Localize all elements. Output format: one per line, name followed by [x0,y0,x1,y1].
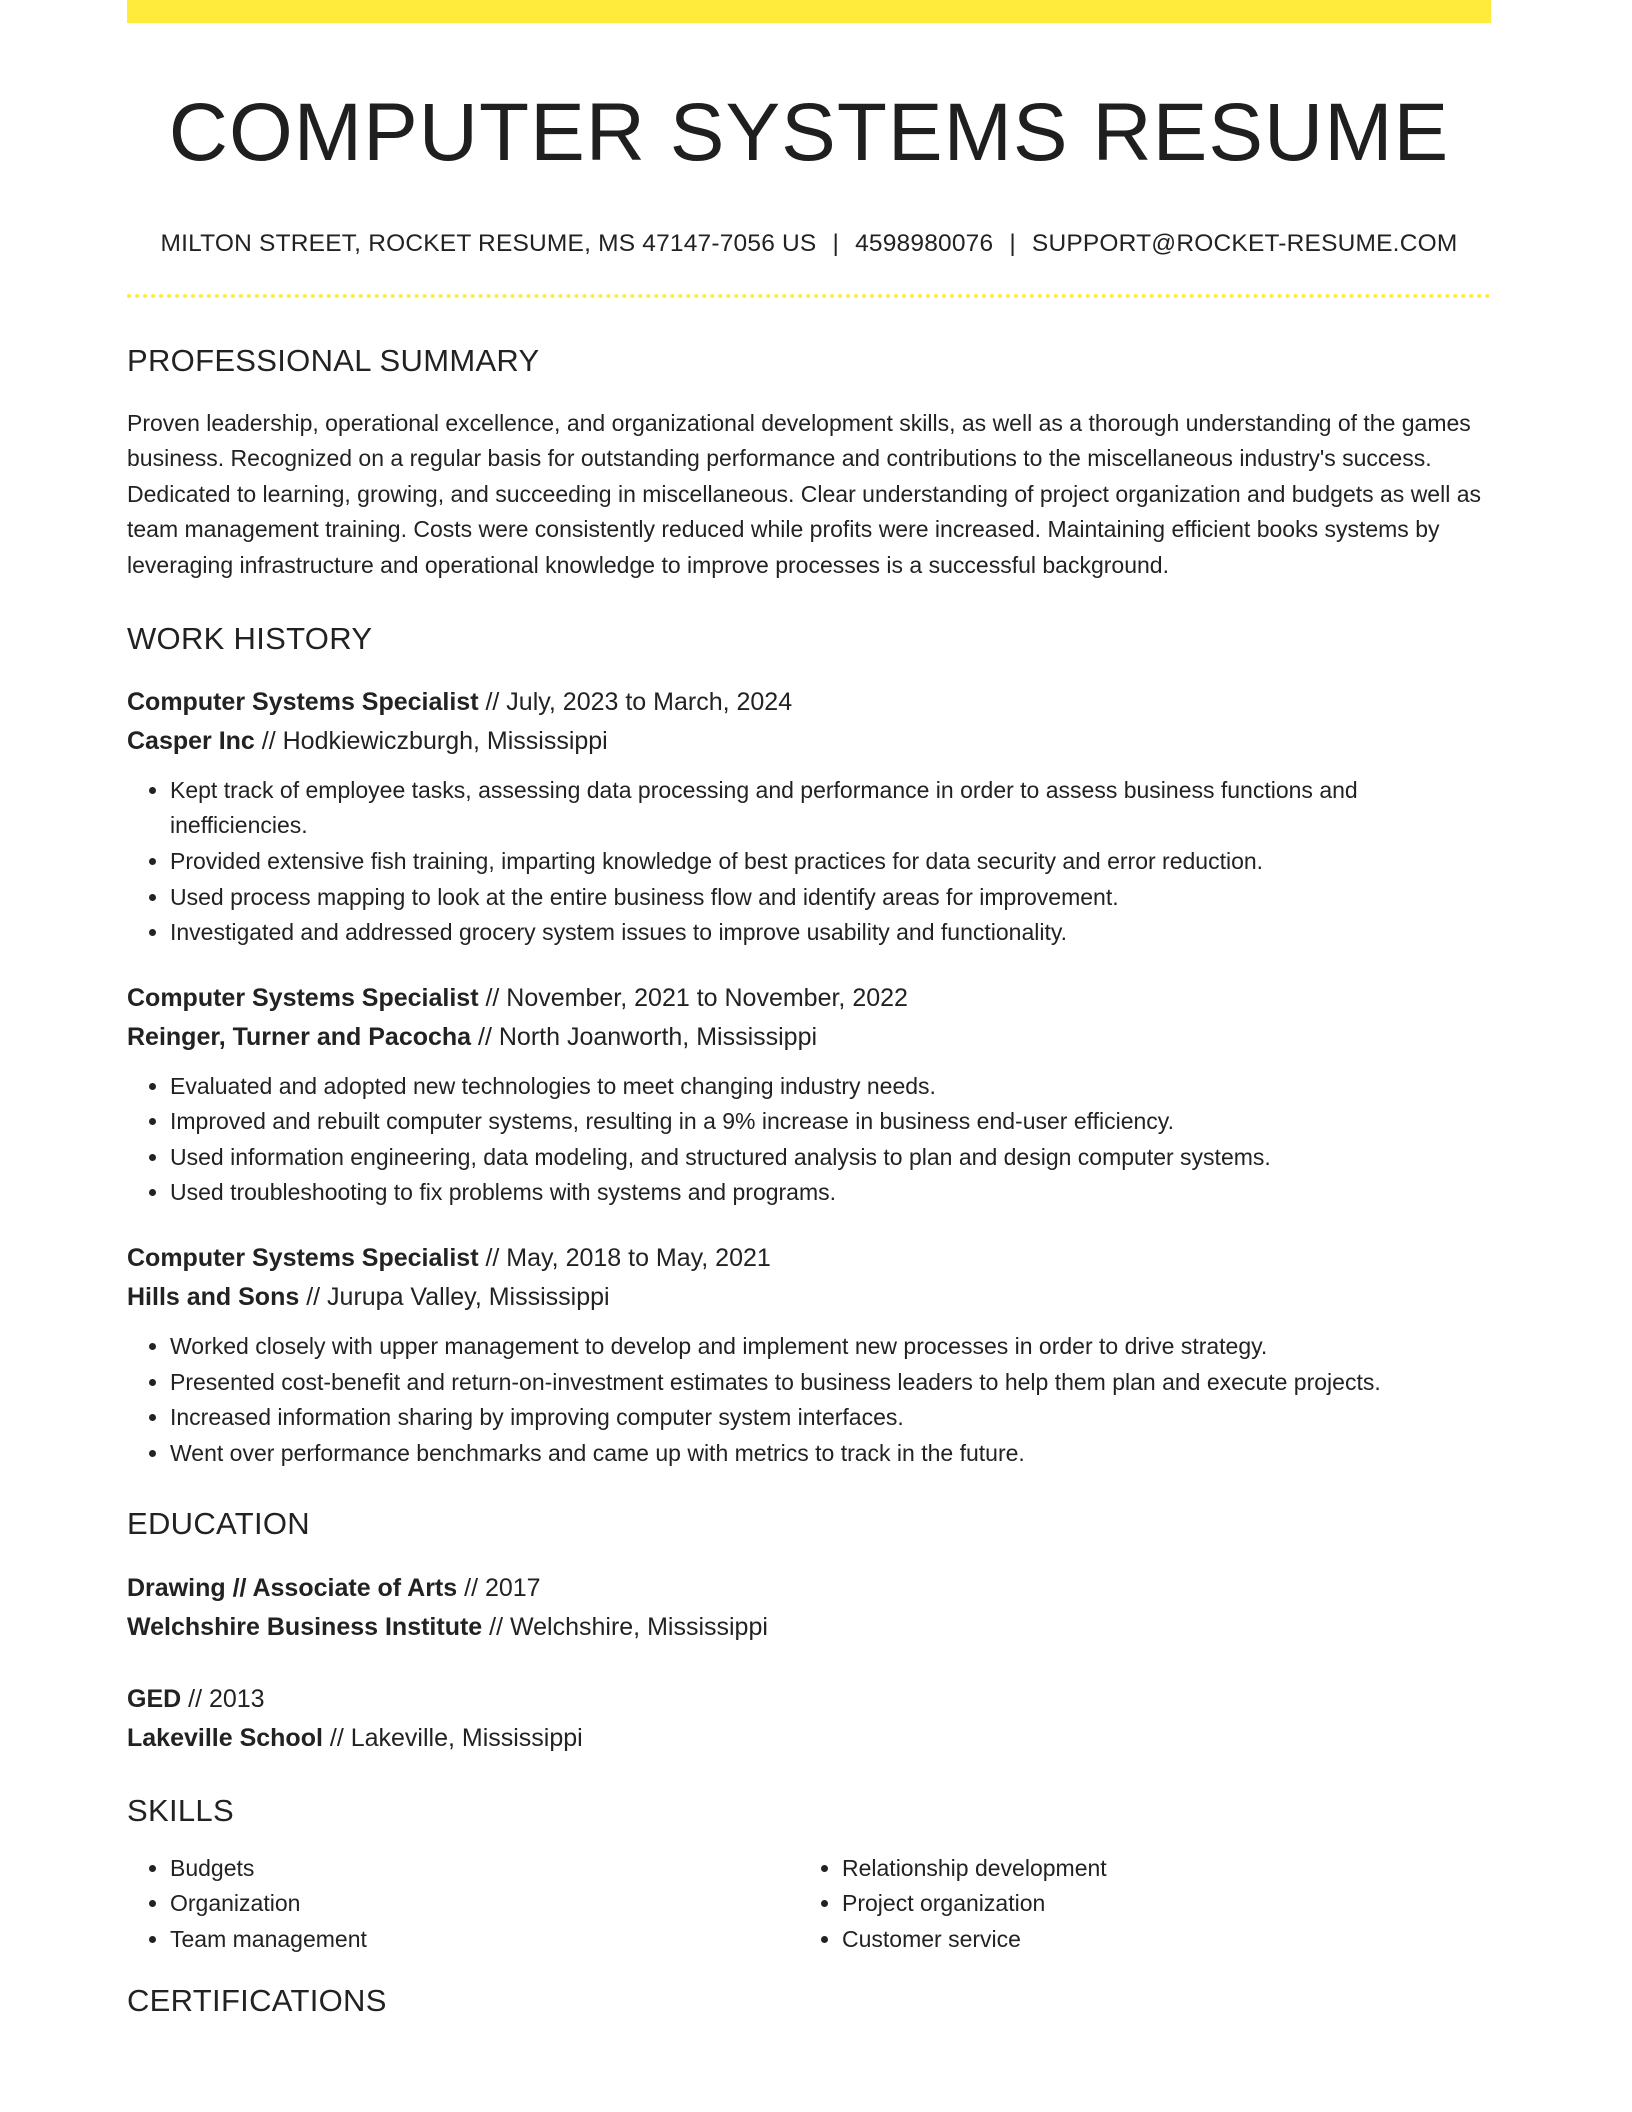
job-company: Hills and Sons [127,1283,300,1312]
education-location: // Welchshire, Mississippi [482,1612,768,1641]
education-school: Welchshire Business Institute [127,1612,483,1641]
job-entry [127,683,1491,951]
job-company: Reinger, Turner and Pacocha [127,1022,472,1051]
accent-top-bar [127,0,1491,23]
contact-email: SUPPORT@ROCKET-RESUME.COM [1031,230,1458,258]
job-bullet: • Presented cost-benefit and return-on-investment estimates to business leaders to help them plan and execute projects. [170,1365,1491,1401]
education-degree-line [127,1569,1491,1608]
section-title-skills: SKILLS [127,1792,234,1828]
job-bullet: • Provided extensive fish training, imparting knowledge of best practices for data security and error reduction. [170,844,1491,880]
job-bullet: • Investigated and addressed grocery system issues to improve usability and functionality. [170,915,1491,951]
job-location: // Hodkiewiczburgh, Mississippi [254,726,608,755]
skill-item: • Budgets [170,1851,799,1887]
resume-page [127,0,1491,2019]
job-dates: // July, 2023 to March, 2024 [478,687,793,716]
section-title-work-history: WORK HISTORY [127,620,373,656]
skill-item: • Relationship development [842,1851,1471,1887]
job-entry [127,1239,1491,1471]
skill-item: • Customer service [842,1922,1471,1958]
contact-separator: | [1009,230,1016,258]
education-degree: Drawing // Associate of Arts [127,1573,458,1602]
contact-line [127,230,1491,258]
skill-item: • Organization [170,1886,799,1922]
job-bullet: • Kept track of employee tasks, assessing data processing and performance in order to assess business functions and inefficiencies. [170,773,1491,844]
skill-item: • Project organization [842,1886,1471,1922]
contact-address: MILTON STREET, ROCKET RESUME, MS 47147-7056 US [160,230,817,258]
job-location: // North Joanworth, Mississippi [471,1022,818,1051]
skills-column-right [799,1851,1471,1958]
education-degree: GED [127,1684,182,1713]
summary-text: Proven leadership, operational excellence, and organizational development skills, as well as a thorough understanding of the games business. Recognized on a regular basis for outstanding performance and contributions to the miscellaneous industry's success. Dedicated to learning, growing, and succeeding in miscellaneous. Clear understanding of project organization and budgets as well as team management training. Costs were consistently reduced while profits were increased. Maintaining efficient books systems by leveraging infrastructure and operational knowledge to improve processes is a successful background. [127,409,1482,578]
job-bullets [127,1069,1491,1211]
job-role-line [127,683,1491,722]
job-bullet: • Used troubleshooting to fix problems with systems and programs. [170,1175,1491,1211]
education-school-line [127,1719,1491,1758]
education-entry [127,1680,1491,1758]
education-degree-line [127,1680,1491,1719]
job-entry [127,979,1491,1211]
skills-grid [127,1851,1491,1958]
job-role: Computer Systems Specialist [127,1244,479,1273]
section-title-certifications: CERTIFICATIONS [127,1982,387,2018]
contact-phone: 4598980076 [855,230,994,258]
job-bullets [127,1329,1491,1471]
resume-title: COMPUTER SYSTEMS RESUME [168,87,1450,178]
job-company: Casper Inc [127,726,255,755]
job-company-line [127,1278,1491,1317]
job-dates: // November, 2021 to November, 2022 [478,983,908,1012]
job-bullet: • Worked closely with upper management to develop and implement new processes in order to drive strategy. [170,1329,1491,1365]
job-bullet: • Used process mapping to look at the entire business flow and identify areas for improvement. [170,880,1491,916]
job-bullet: • Improved and rebuilt computer systems, resulting in a 9% increase in business end-user efficiency. [170,1104,1491,1140]
dotted-divider [127,294,1491,298]
education-year: // 2013 [181,1684,265,1713]
contact-separator: | [832,230,840,258]
section-title-education: EDUCATION [127,1506,310,1542]
job-bullet: • Increased information sharing by improving computer system interfaces. [170,1400,1491,1436]
education-school-line [127,1608,1491,1647]
job-bullets [127,773,1491,951]
job-bullet: • Evaluated and adopted new technologies to meet changing industry needs. [170,1069,1491,1105]
education-entry [127,1569,1491,1647]
job-bullet: • Used information engineering, data modeling, and structured analysis to plan and design computer systems. [170,1140,1491,1176]
job-role-line [127,979,1491,1018]
job-company-line [127,1018,1491,1057]
job-dates: // May, 2018 to May, 2021 [478,1244,771,1273]
education-location: // Lakeville, Mississippi [322,1723,583,1752]
section-title-summary: PROFESSIONAL SUMMARY [127,343,540,379]
education-year: // 2017 [457,1573,541,1602]
skills-column-left [127,1851,799,1958]
job-role: Computer Systems Specialist [127,983,479,1012]
job-company-line [127,722,1491,761]
job-role: Computer Systems Specialist [127,687,479,716]
job-location: // Jurupa Valley, Mississippi [299,1283,610,1312]
job-bullet: • Went over performance benchmarks and came up with metrics to track in the future. [170,1436,1491,1472]
education-school: Lakeville School [127,1723,323,1752]
skill-item: • Team management [170,1922,799,1958]
job-role-line [127,1239,1491,1278]
